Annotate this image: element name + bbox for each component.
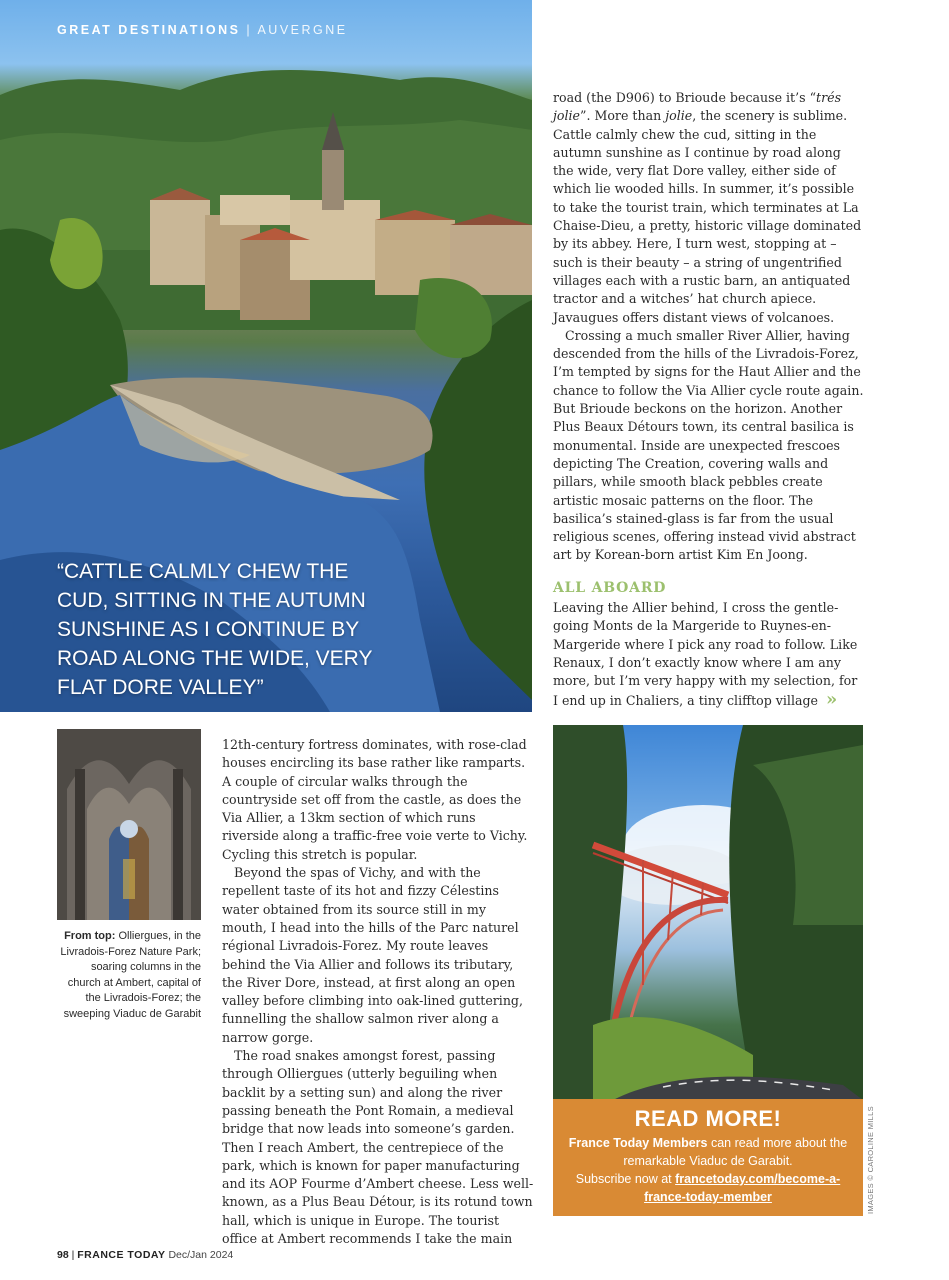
- church-illustration: [57, 729, 201, 920]
- footer-separator: |: [71, 1249, 75, 1261]
- issue-date: Dec/Jan 2024: [168, 1249, 234, 1261]
- promo-body: France Today Members can read more about the remarkable Viaduc de Garabit. Subscribe now at francetoday.com/become-a-france-today-member: [568, 1136, 848, 1204]
- emphasis-jolie: jolie: [665, 108, 693, 124]
- middle-column-text: [222, 736, 534, 1248]
- right-paragraph-1: road (the D906) to Brioude because it’s “trés jolie”. More than jolie, the scenery is sublime. Cattle calmly chew the cud, sitting in the autumn sunshine as I continue by road along the wide, very flat Dore valley, either side of which lie wooded hills. In summer, it’s possible to take the tourist train, which terminates at La Chaise-Dieu, a pretty, historic village dominated by its abbey. Here, I turn west, stopping at – such is their beauty – a string of ungentrified villages each with a rustic barn, an antiquated tractor and a witches’ hat church apiece. Javaugues offers distant views of volcanoes.: [553, 90, 862, 325]
- middle-paragraph-1: 12th-century fortress dominates, with rose-clad houses encircling its base rather like ramparts. A couple of circular walks through the countryside set off from the castle, as does the Via Allier, a 13km section of which runs riverside along a traffic-free voie verte to Vichy. Cycling this stretch is popular.: [222, 737, 528, 862]
- photo-caption: [57, 929, 201, 1022]
- page-footer: [57, 1249, 233, 1261]
- viaduct-photo-garabit: [553, 725, 863, 1100]
- middle-paragraph-3: The road snakes amongst forest, passing through Olliergues (utterly beguiling when backlit by a setting sun) and along the river passing beneath the Pont Romain, a medieval bridge that now leads into someone’s garden. Then I reach Ambert, the centrepiece of the park, which is known for paper manufacturing and its AOP Fourme d’Ambert cheese. Less well-known, as a Plus Beau Détour, is its rotund town hall, which is unique in Europe. The tourist office at Ambert recommends I take the main: [222, 1048, 534, 1247]
- caption-text: Olliergues, in the Livradois-Forez Nature Park; soaring columns in the church at Ambert, capital of the Livradois-Forez; the sweeping Viaduc de Garabit: [60, 930, 201, 1020]
- promo-title: READ MORE!: [634, 1106, 782, 1131]
- page-number: 98: [57, 1249, 69, 1261]
- section-separator: |: [246, 23, 253, 37]
- right-paragraph-3: Leaving the Allier behind, I cross the gentle-going Monts de la Margeride to Ruynes-en-Margeride where I pick any road to follow. Like Renaux, I don’t exactly know where I am any more, but I’m very happy with my selection, for I end up in Chaliers, a tiny clifftop village »: [553, 600, 858, 710]
- middle-paragraph-2: Beyond the spas of Vichy, and with the repellent taste of its hot and fizzy Célestins water obtained from its source still in my mouth, I head into the hills of the Parc naturel régional Livradois-Forez. My route leaves behind the Via Allier and follows its tributary, the River Dore, instead, at first along an open valley before climbing into oak-lined guttering, funnelling the shallow salmon river along a narrow gorge.: [222, 865, 523, 1045]
- section-name: GREAT DESTINATIONS: [57, 23, 241, 37]
- subscribe-link[interactable]: francetoday.com/become-a-france-today-member: [644, 1172, 841, 1204]
- hero-photo-olliergues: [0, 0, 532, 712]
- promo-subscribe-text: Subscribe now at: [575, 1172, 676, 1186]
- section-tag: [57, 23, 348, 37]
- promo-members: France Today Members: [568, 1136, 708, 1150]
- section-region: AUVERGNE: [257, 23, 348, 37]
- right-column-text: [553, 89, 865, 710]
- read-more-promo: [553, 1099, 863, 1216]
- subheading-all-aboard: ALL ABOARD: [553, 579, 667, 596]
- right-paragraph-2: Crossing a much smaller River Allier, having descended from the hills of the Livradois-Forez, I’m tempted by signs for the Haut Allier and the chance to follow the Via Allier cycle route again. But Brioude beckons on the horizon. Another Plus Beaux Détours town, its central basilica is monumental. Inside are unexpected frescoes depicting The Creation, covering walls and pillars, while smooth black pebbles create artistic mosaic patterns on the floor. The basilica’s stained-glass is far from the usual religious scenes, offering instead vivid abstract art by Korean-born artist Kim En Joong.: [553, 327, 864, 563]
- pull-quote: “CATTLE CALMLY CHEW THE CUD, SITTING IN THE AUTUMN SUNSHINE AS I CONTINUE BY ROAD ALONG THE WIDE, VERY FLAT DORE VALLEY”: [57, 560, 373, 699]
- church-photo-ambert: [57, 729, 201, 920]
- magazine-name: FRANCE TODAY: [77, 1249, 166, 1261]
- viaduct-illustration: [553, 725, 863, 1100]
- image-credit: IMAGES © CAROLINE MILLS: [866, 1106, 875, 1214]
- caption-lead: From top:: [64, 930, 116, 942]
- emphasis-tres-jolie: trés jolie: [553, 90, 842, 124]
- continue-arrow-icon: »: [826, 688, 838, 710]
